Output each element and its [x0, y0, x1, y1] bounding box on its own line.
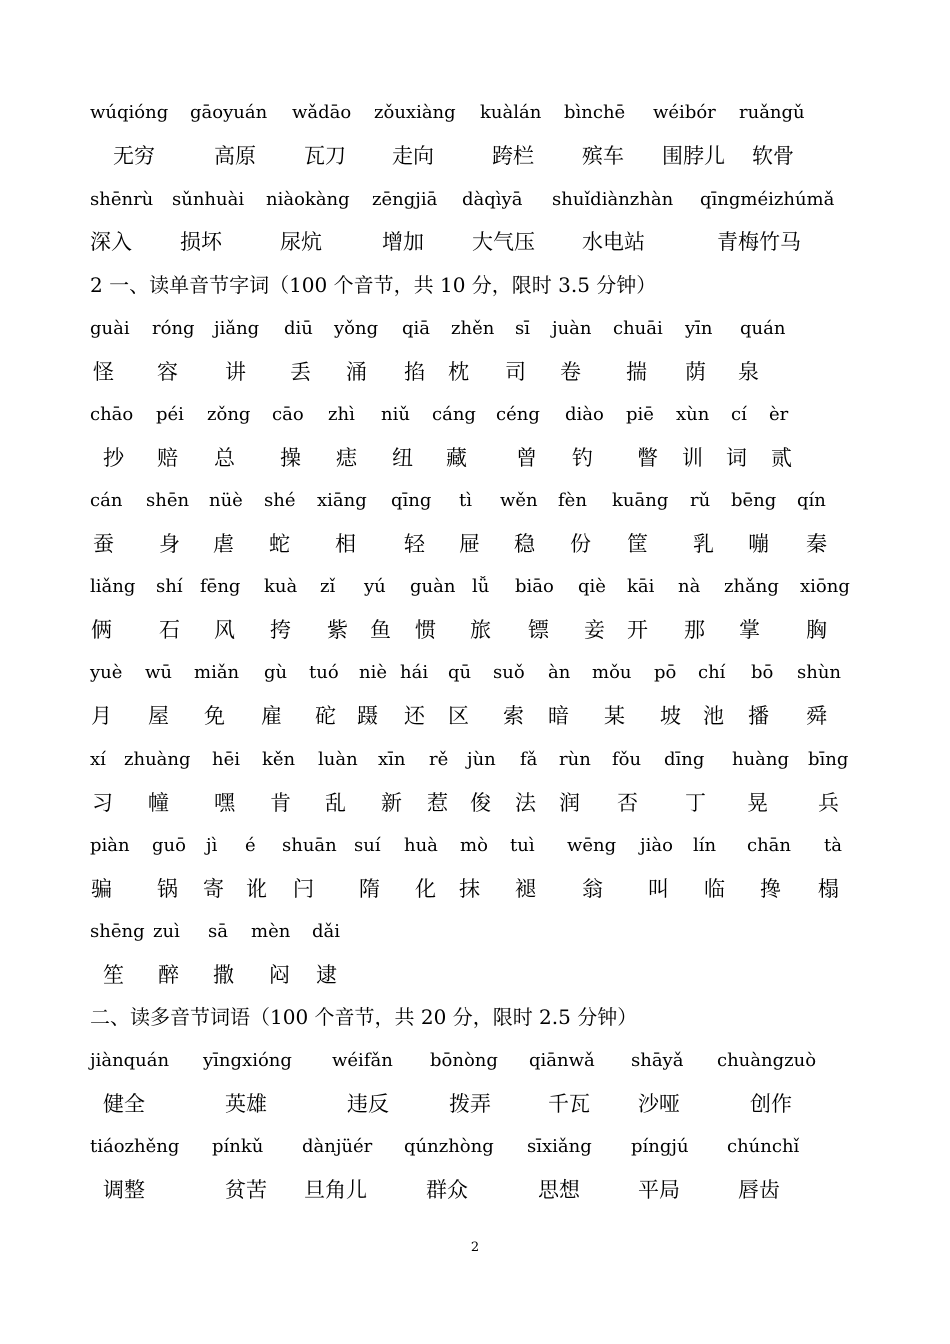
pinyin-syllable: fǎ	[520, 749, 538, 770]
pinyin-syllable: qīng	[391, 490, 432, 511]
pinyin-syllable: guàn	[410, 576, 456, 597]
pinyin-syllable: tà	[824, 835, 842, 856]
pinyin-syllable: dànjüér	[302, 1136, 373, 1157]
hanzi-word: 挎	[270, 618, 291, 642]
hanzi-word: 镖	[528, 618, 549, 642]
hanzi-row	[0, 1170, 950, 1210]
pinyin-row	[0, 1127, 950, 1167]
pinyin-syllable: é	[245, 835, 256, 856]
hanzi-word: 丁	[685, 791, 706, 815]
hanzi-word: 寄	[203, 877, 224, 901]
hanzi-word: 高原	[214, 144, 256, 168]
hanzi-word: 千瓦	[548, 1092, 590, 1116]
pinyin-syllable: hái	[400, 662, 429, 683]
hanzi-row	[0, 136, 950, 176]
hanzi-word: 词	[726, 446, 747, 470]
hanzi-word: 乳	[693, 532, 714, 556]
pinyin-syllable: wēng	[567, 835, 617, 856]
pinyin-syllable: róng	[152, 318, 195, 339]
hanzi-word: 风	[214, 618, 235, 642]
hanzi-word: 软骨	[752, 144, 794, 168]
hanzi-word: 隋	[359, 877, 380, 901]
pinyin-syllable: bōnòng	[430, 1050, 498, 1071]
hanzi-word: 尿炕	[280, 230, 322, 254]
hanzi-word: 晃	[747, 791, 768, 815]
hanzi-word: 讲	[225, 360, 246, 384]
hanzi-word: 习	[92, 791, 113, 815]
pinyin-syllable: rǔ	[690, 490, 711, 511]
hanzi-word: 总	[214, 446, 235, 470]
pinyin-syllable: shí	[156, 576, 183, 597]
hanzi-word: 涌	[346, 360, 367, 384]
pinyin-syllable: zhǎng	[724, 576, 779, 597]
hanzi-row	[0, 222, 950, 262]
pinyin-row	[0, 653, 950, 693]
pinyin-syllable: gù	[264, 662, 288, 683]
hanzi-word: 违反	[347, 1092, 389, 1116]
hanzi-word: 思想	[538, 1178, 580, 1202]
hanzi-word: 褪	[515, 877, 536, 901]
hanzi-word: 区	[448, 704, 469, 728]
hanzi-word: 轻	[404, 532, 425, 556]
pinyin-syllable: suí	[354, 835, 381, 856]
pinyin-syllable: jiànquán	[90, 1050, 170, 1071]
pinyin-syllable: xiōng	[800, 576, 850, 597]
pinyin-syllable: chí	[698, 662, 726, 683]
pinyin-syllable: diū	[284, 318, 313, 339]
hanzi-row	[0, 783, 950, 823]
pinyin-syllable: bō	[751, 662, 774, 683]
pinyin-syllable: nà	[678, 576, 701, 597]
hanzi-word: 鱼	[370, 618, 391, 642]
pinyin-syllable: pínkǔ	[212, 1136, 264, 1157]
hanzi-word: 蚕	[93, 532, 114, 556]
pinyin-syllable: shuān	[282, 835, 337, 856]
pinyin-syllable: àn	[548, 662, 571, 683]
hanzi-word: 乱	[325, 791, 346, 815]
pinyin-syllable: gāoyuán	[190, 102, 268, 123]
hanzi-word: 水电站	[582, 230, 645, 254]
pinyin-syllable: tuì	[510, 835, 535, 856]
hanzi-word: 瞥	[637, 446, 658, 470]
pinyin-syllable: chāo	[90, 404, 134, 425]
hanzi-word: 荫	[685, 360, 706, 384]
pinyin-syllable: yīngxióng	[203, 1050, 292, 1071]
pinyin-syllable: wéifǎn	[332, 1050, 393, 1071]
pinyin-row	[0, 309, 950, 349]
pinyin-syllable: xīn	[378, 749, 406, 770]
hanzi-word: 秦	[806, 532, 827, 556]
hanzi-word: 容	[157, 360, 178, 384]
pinyin-syllable: píngjú	[631, 1136, 689, 1157]
hanzi-word: 临	[704, 877, 725, 901]
pinyin-syllable: shuǐdiànzhàn	[552, 189, 674, 210]
hanzi-word: 沙哑	[638, 1092, 680, 1116]
hanzi-word: 俩	[91, 618, 112, 642]
hanzi-word: 贫苦	[225, 1178, 267, 1202]
pinyin-syllable: kāi	[627, 576, 655, 597]
pinyin-syllable: sǔnhuài	[172, 189, 245, 210]
hanzi-word: 掐	[404, 360, 425, 384]
hanzi-word: 搀	[760, 877, 781, 901]
pinyin-syllable: quán	[740, 318, 786, 339]
hanzi-word: 赔	[157, 446, 178, 470]
hanzi-word: 走向	[392, 144, 434, 168]
hanzi-word: 闩	[293, 877, 314, 901]
pinyin-row	[0, 395, 950, 435]
pinyin-syllable: qín	[797, 490, 826, 511]
hanzi-word: 池	[703, 704, 724, 728]
hanzi-word: 润	[559, 791, 580, 815]
hanzi-word: 惯	[415, 618, 436, 642]
hanzi-word: 卷	[560, 360, 581, 384]
pinyin-syllable: mèn	[251, 921, 291, 942]
pinyin-syllable: chuàngzuò	[717, 1050, 817, 1071]
hanzi-word: 健全	[103, 1092, 145, 1116]
hanzi-word: 枕	[448, 360, 469, 384]
hanzi-word: 化	[415, 877, 436, 901]
pinyin-row	[0, 481, 950, 521]
pinyin-syllable: cāo	[272, 404, 304, 425]
hanzi-word: 胸	[806, 618, 827, 642]
hanzi-word: 唇齿	[738, 1178, 780, 1202]
hanzi-word: 暗	[548, 704, 569, 728]
pinyin-syllable: tiáozhěng	[90, 1136, 180, 1157]
pinyin-syllable: dàqìyā	[462, 189, 523, 210]
hanzi-word: 英雄	[225, 1092, 267, 1116]
hanzi-word: 份	[570, 532, 591, 556]
hanzi-word: 还	[404, 704, 425, 728]
hanzi-word: 调整	[103, 1178, 145, 1202]
hanzi-word: 群众	[426, 1178, 468, 1202]
pinyin-syllable: fēng	[200, 576, 241, 597]
pinyin-syllable: bēng	[731, 490, 777, 511]
pinyin-syllable: juàn	[552, 318, 592, 339]
pinyin-syllable: dǎi	[312, 921, 341, 942]
pinyin-syllable: piàn	[90, 835, 130, 856]
pinyin-syllable: jì	[206, 835, 218, 856]
hanzi-word: 石	[159, 618, 180, 642]
pinyin-syllable: lín	[693, 835, 717, 856]
hanzi-word: 司	[505, 360, 526, 384]
hanzi-word: 屋	[148, 704, 169, 728]
hanzi-word: 怪	[93, 360, 114, 384]
pinyin-syllable: mǒu	[592, 662, 632, 683]
pinyin-syllable: xùn	[676, 404, 710, 425]
pinyin-syllable: péi	[156, 404, 184, 425]
hanzi-word: 训	[682, 446, 703, 470]
pinyin-syllable: guài	[90, 318, 130, 339]
pinyin-syllable: rě	[429, 749, 449, 770]
hanzi-word: 深入	[90, 230, 132, 254]
hanzi-word: 青梅竹马	[717, 230, 801, 254]
pinyin-syllable: zhuàng	[124, 749, 191, 770]
pinyin-row	[0, 93, 950, 133]
pinyin-syllable: cáng	[432, 404, 476, 425]
hanzi-word: 法	[515, 791, 536, 815]
hanzi-word: 抹	[459, 877, 480, 901]
pinyin-syllable: chān	[747, 835, 791, 856]
hanzi-word: 月	[91, 704, 112, 728]
pinyin-syllable: shùn	[797, 662, 842, 683]
pinyin-syllable: mò	[460, 835, 488, 856]
hanzi-row	[0, 610, 950, 650]
pinyin-syllable: fèn	[558, 490, 587, 511]
pinyin-syllable: zǒuxiàng	[374, 102, 456, 123]
pinyin-row	[0, 567, 950, 607]
pinyin-syllable: yuè	[90, 662, 123, 683]
hanzi-row	[0, 696, 950, 736]
hanzi-row	[0, 1084, 950, 1124]
pinyin-syllable: qū	[448, 662, 472, 683]
hanzi-word: 免	[204, 704, 225, 728]
hanzi-word: 嘣	[748, 532, 769, 556]
pinyin-syllable: wéibór	[653, 102, 716, 123]
hanzi-word: 损坏	[180, 230, 222, 254]
pinyin-syllable: kuāng	[612, 490, 669, 511]
hanzi-word: 筐	[627, 532, 648, 556]
pinyin-row	[0, 826, 950, 866]
hanzi-word: 撒	[213, 963, 234, 987]
pinyin-syllable: xiāng	[317, 490, 367, 511]
hanzi-word: 紫	[327, 618, 348, 642]
pinyin-syllable: hēi	[212, 749, 241, 770]
hanzi-word: 翁	[582, 877, 603, 901]
hanzi-word: 骗	[91, 877, 112, 901]
pinyin-syllable: céng	[496, 404, 540, 425]
pinyin-syllable: zuì	[153, 921, 180, 942]
page-number: 2	[470, 1240, 480, 1255]
pinyin-syllable: tuó	[309, 662, 339, 683]
pinyin-row	[0, 180, 950, 220]
hanzi-word: 妾	[584, 618, 605, 642]
pinyin-syllable: zēngjiā	[372, 189, 438, 210]
pinyin-syllable: niǔ	[381, 404, 410, 425]
hanzi-word: 屉	[459, 532, 480, 556]
hanzi-word: 叫	[648, 877, 669, 901]
pinyin-syllable: bìnchē	[564, 102, 626, 123]
pinyin-row	[0, 1041, 950, 1081]
pinyin-syllable: sā	[208, 921, 228, 942]
hanzi-word: 抄	[103, 446, 124, 470]
pinyin-syllable: èr	[769, 404, 789, 425]
hanzi-word: 醉	[158, 963, 179, 987]
hanzi-word: 某	[604, 704, 625, 728]
pinyin-syllable: kuà	[264, 576, 298, 597]
pinyin-syllable: nüè	[209, 490, 243, 511]
hanzi-word: 操	[280, 446, 301, 470]
pinyin-syllable: zǒng	[207, 404, 251, 425]
pinyin-syllable: niàokàng	[266, 189, 350, 210]
hanzi-word: 肯	[270, 791, 291, 815]
pinyin-syllable: sīxiǎng	[527, 1136, 592, 1157]
pinyin-syllable: pō	[654, 662, 677, 683]
hanzi-word: 播	[748, 704, 769, 728]
pinyin-syllable: cán	[90, 490, 123, 511]
pinyin-syllable: lǚ	[472, 576, 490, 597]
pinyin-syllable: suǒ	[493, 662, 525, 683]
hanzi-word: 旅	[470, 618, 491, 642]
hanzi-word: 开	[627, 618, 648, 642]
section-heading-multi-syllable: 二、读多音节词语（100 个音节，共 20 分，限时 2.5 分钟）	[90, 1005, 638, 1029]
pinyin-syllable: wū	[145, 662, 172, 683]
pinyin-syllable: sī	[515, 318, 530, 339]
pinyin-syllable: zhěn	[451, 318, 495, 339]
hanzi-word: 掌	[739, 618, 760, 642]
hanzi-word: 泉	[738, 360, 759, 384]
hanzi-word: 痣	[336, 446, 357, 470]
hanzi-word: 稳	[514, 532, 535, 556]
hanzi-word: 创作	[750, 1092, 792, 1116]
section-heading-single-syllable: 2 一、读单音节字词（100 个音节，共 10 分，限时 3.5 分钟）	[90, 273, 657, 297]
hanzi-row	[0, 955, 950, 995]
pinyin-syllable: bīng	[808, 749, 849, 770]
pinyin-syllable: zǐ	[320, 576, 336, 597]
pinyin-syllable: tì	[459, 490, 472, 511]
hanzi-row	[0, 438, 950, 478]
pinyin-syllable: jùn	[467, 749, 496, 770]
pinyin-syllable: wěn	[500, 490, 538, 511]
hanzi-word: 蹑	[357, 704, 378, 728]
hanzi-word: 丢	[290, 360, 311, 384]
hanzi-word: 曾	[516, 446, 537, 470]
pinyin-syllable: huàng	[732, 749, 790, 770]
hanzi-word: 蛇	[269, 532, 290, 556]
pinyin-syllable: piē	[626, 404, 654, 425]
pinyin-syllable: xí	[90, 749, 106, 770]
hanzi-word: 砣	[315, 704, 336, 728]
pinyin-syllable: yīn	[685, 318, 713, 339]
pinyin-syllable: niè	[359, 662, 388, 683]
hanzi-word: 虐	[213, 532, 234, 556]
hanzi-word: 身	[159, 532, 180, 556]
pinyin-row	[0, 912, 950, 952]
pinyin-syllable: shēng	[90, 921, 145, 942]
pinyin-syllable: qiā	[402, 318, 431, 339]
pinyin-syllable: wúqióng	[90, 102, 169, 123]
hanzi-word: 笙	[103, 963, 124, 987]
pinyin-syllable: huà	[404, 835, 438, 856]
hanzi-word: 榻	[818, 877, 839, 901]
hanzi-word: 那	[684, 618, 705, 642]
pinyin-syllable: qiè	[578, 576, 606, 597]
hanzi-word: 贰	[771, 446, 792, 470]
pinyin-syllable: zhì	[328, 404, 355, 425]
pinyin-syllable: wǎdāo	[292, 102, 352, 123]
pinyin-syllable: cí	[731, 404, 747, 425]
pinyin-syllable: jiào	[640, 835, 673, 856]
hanzi-word: 钓	[572, 446, 593, 470]
pinyin-syllable: miǎn	[194, 662, 240, 683]
hanzi-word: 惹	[427, 791, 448, 815]
hanzi-row	[0, 352, 950, 392]
hanzi-word: 锅	[157, 877, 178, 901]
pinyin-syllable: fǒu	[612, 749, 642, 770]
hanzi-word: 跨栏	[492, 144, 534, 168]
pinyin-syllable: rùn	[559, 749, 591, 770]
hanzi-word: 嘿	[214, 791, 235, 815]
pinyin-syllable: qiānwǎ	[529, 1050, 595, 1071]
hanzi-word: 拨弄	[449, 1092, 491, 1116]
hanzi-row	[0, 869, 950, 909]
pinyin-syllable: qúnzhòng	[404, 1136, 494, 1157]
hanzi-word: 相	[335, 532, 356, 556]
hanzi-word: 否	[617, 791, 638, 815]
hanzi-word: 索	[503, 704, 524, 728]
pinyin-syllable: yú	[364, 576, 386, 597]
pinyin-syllable: chuāi	[613, 318, 663, 339]
pinyin-syllable: guō	[152, 835, 186, 856]
hanzi-row	[0, 524, 950, 564]
pinyin-syllable: diào	[565, 404, 604, 425]
hanzi-word: 无穷	[113, 144, 155, 168]
pinyin-syllable: biāo	[515, 576, 554, 597]
pinyin-syllable: dīng	[664, 749, 705, 770]
pinyin-syllable: qīngméizhúmǎ	[700, 189, 835, 210]
hanzi-word: 舜	[806, 704, 827, 728]
hanzi-word: 俊	[470, 791, 491, 815]
pinyin-syllable: kuàlán	[480, 102, 542, 123]
hanzi-word: 围脖儿	[662, 144, 725, 168]
pinyin-syllable: shēnrù	[90, 189, 154, 210]
hanzi-word: 大气压	[472, 230, 535, 254]
hanzi-word: 纽	[392, 446, 413, 470]
hanzi-word: 揣	[626, 360, 647, 384]
pinyin-row	[0, 740, 950, 780]
hanzi-word: 殡车	[582, 144, 624, 168]
hanzi-word: 坡	[660, 704, 681, 728]
hanzi-word: 幢	[148, 791, 169, 815]
hanzi-word: 兵	[818, 791, 839, 815]
pinyin-syllable: liǎng	[90, 576, 136, 597]
hanzi-word: 雇	[261, 704, 282, 728]
hanzi-word: 平局	[638, 1178, 680, 1202]
hanzi-word: 藏	[446, 446, 467, 470]
hanzi-word: 闷	[269, 963, 290, 987]
pinyin-syllable: chúnchǐ	[727, 1136, 800, 1157]
pinyin-syllable: ruǎngǔ	[739, 102, 805, 123]
hanzi-word: 瓦刀	[304, 144, 346, 168]
hanzi-word: 逮	[316, 963, 337, 987]
hanzi-word: 旦角儿	[304, 1178, 367, 1202]
hanzi-word: 增加	[382, 230, 424, 254]
pinyin-syllable: jiǎng	[214, 318, 260, 339]
hanzi-word: 新	[381, 791, 402, 815]
pinyin-syllable: shāyǎ	[631, 1050, 684, 1071]
pinyin-syllable: shé	[264, 490, 296, 511]
pinyin-syllable: kěn	[262, 749, 296, 770]
pinyin-syllable: shēn	[146, 490, 190, 511]
hanzi-word: 讹	[246, 877, 267, 901]
pinyin-syllable: yǒng	[334, 318, 379, 339]
pinyin-syllable: luàn	[318, 749, 358, 770]
